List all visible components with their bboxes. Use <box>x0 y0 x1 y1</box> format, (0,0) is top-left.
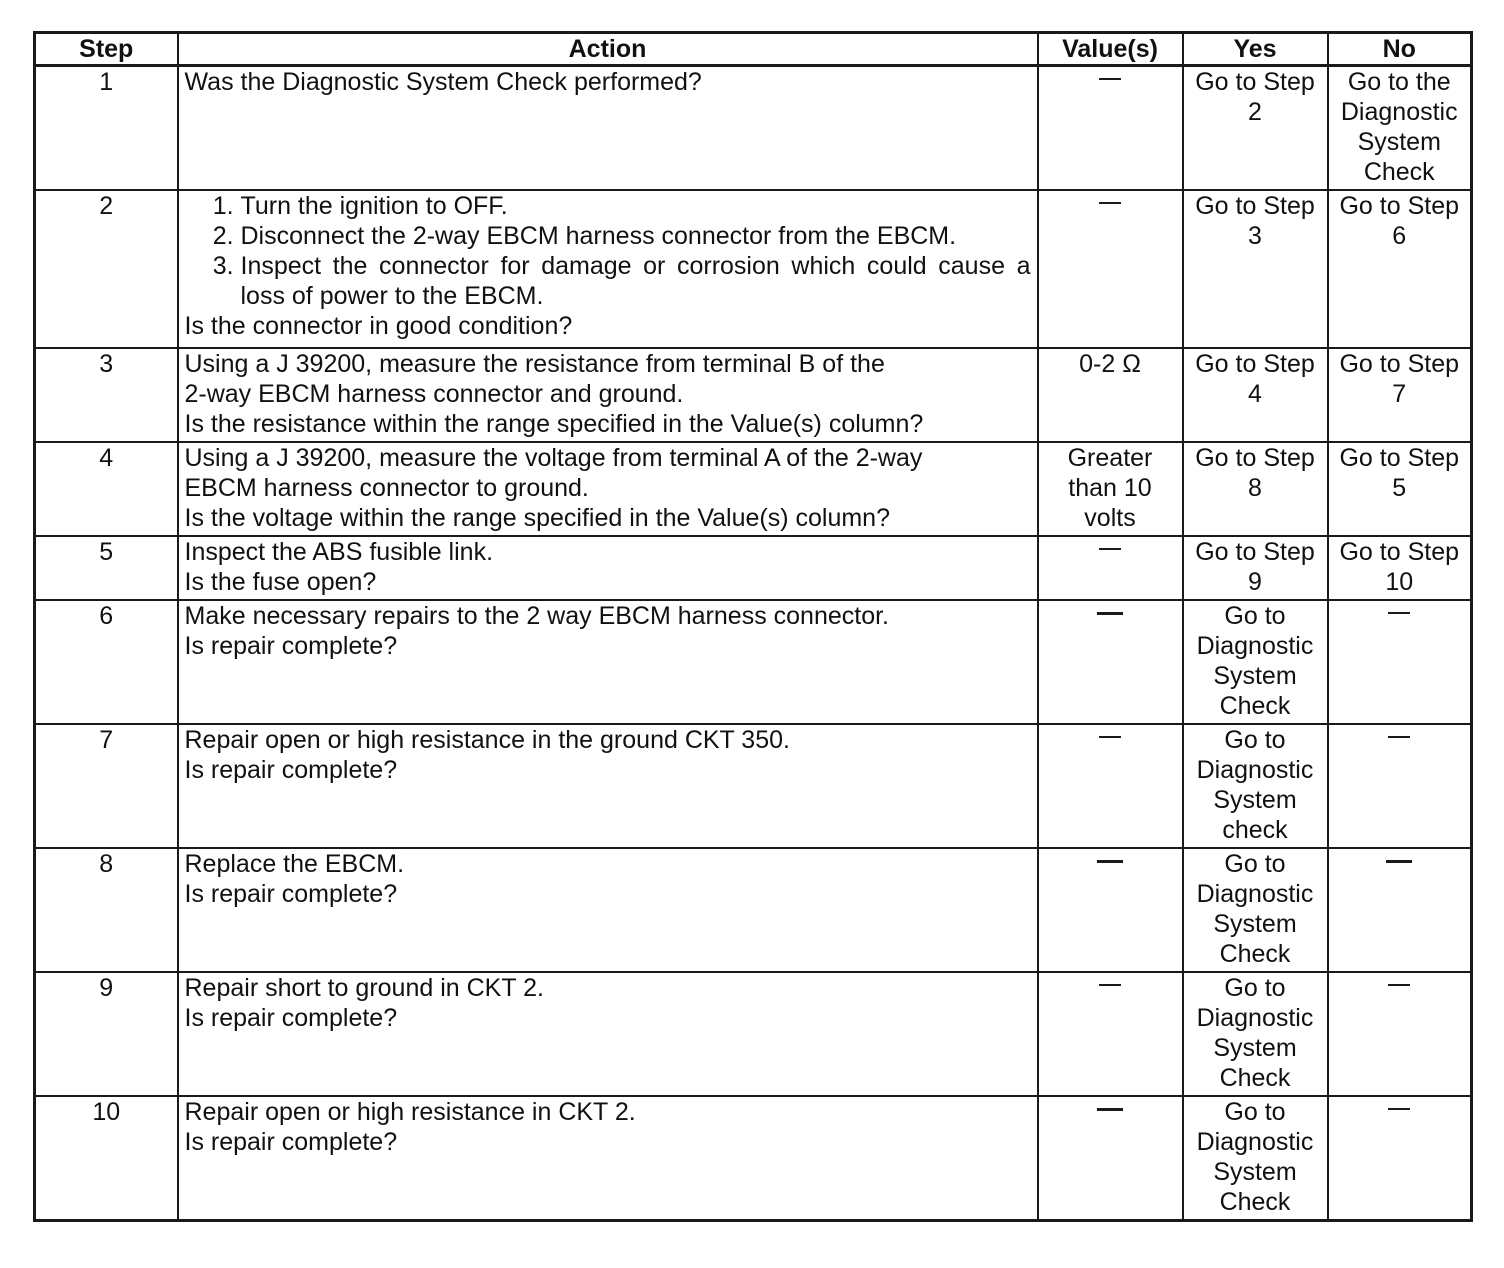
yes-cell: Go to Diagnostic System check <box>1183 724 1328 848</box>
yes-cell: Go to Diagnostic System Check <box>1183 972 1328 1096</box>
yes-cell: Go to Step 3 <box>1183 190 1328 348</box>
action-line: Make necessary repairs to the 2 way EBCM harness connector. <box>184 602 889 630</box>
no-cell <box>1328 600 1472 724</box>
action-line: Is the fuse open? <box>184 568 377 596</box>
yes-cell: Go to Step 8 <box>1183 442 1328 536</box>
no-dash <box>1386 860 1412 863</box>
action-cell <box>178 600 1038 724</box>
column-header-action: Action <box>178 33 1038 66</box>
value-cell: 0-2 Ω <box>1038 348 1183 442</box>
step-number: 8 <box>35 848 178 972</box>
value-dash <box>1099 736 1121 738</box>
action-cell <box>178 348 1038 442</box>
value-cell <box>1038 848 1183 972</box>
table-row <box>35 66 1472 191</box>
value-dash <box>1099 78 1121 80</box>
action-line: Repair open or high resistance in the ground CKT 350. <box>184 726 790 754</box>
diagnostic-table <box>33 31 1473 1222</box>
table-row <box>35 1096 1472 1221</box>
no-cell: Go to the Diagnostic System Check <box>1328 66 1472 191</box>
action-list-item: 2. Disconnect the 2-way EBCM harness connector from the EBCM. <box>241 221 1031 251</box>
yes-cell: Go to Diagnostic System Check <box>1183 1096 1328 1221</box>
value-dash <box>1099 984 1121 986</box>
action-line: Is the resistance within the range specified in the Value(s) column? <box>184 410 924 438</box>
no-dash <box>1388 984 1410 986</box>
no-cell <box>1328 848 1472 972</box>
action-line: Repair short to ground in CKT 2. <box>184 974 544 1002</box>
yes-cell: Go to Diagnostic System Check <box>1183 848 1328 972</box>
step-number: 5 <box>35 536 178 600</box>
value-dash <box>1097 612 1123 615</box>
table-row <box>35 848 1472 972</box>
action-step-list <box>185 191 1031 311</box>
value-dash <box>1099 548 1121 550</box>
action-cell <box>178 848 1038 972</box>
action-line: Using a J 39200, measure the resistance from terminal B of the <box>184 350 885 378</box>
value-cell <box>1038 536 1183 600</box>
action-line: Is repair complete? <box>184 756 398 784</box>
no-cell: Go to Step 7 <box>1328 348 1472 442</box>
step-number: 4 <box>35 442 178 536</box>
action-cell <box>178 536 1038 600</box>
no-dash <box>1388 1108 1410 1110</box>
no-dash <box>1388 612 1410 614</box>
action-cell <box>178 972 1038 1096</box>
action-question: Is the connector in good condition? <box>184 312 573 340</box>
step-number: 3 <box>35 348 178 442</box>
action-cell <box>178 66 1038 191</box>
action-line: Was the Diagnostic System Check performed? <box>184 68 702 96</box>
action-cell <box>178 190 1038 348</box>
table-row <box>35 190 1472 348</box>
action-line: Repair open or high resistance in CKT 2. <box>184 1098 636 1126</box>
no-cell <box>1328 972 1472 1096</box>
yes-cell: Go to Step 4 <box>1183 348 1328 442</box>
action-list-item: 3. Inspect the connector for damage or corrosion which could cause a loss of power to the EBCM. <box>241 251 1031 311</box>
no-cell <box>1328 724 1472 848</box>
value-cell <box>1038 600 1183 724</box>
column-header-yes: Yes <box>1183 33 1328 66</box>
diagnostic-table-sheet <box>33 31 1470 1227</box>
yes-cell: Go to Diagnostic System Check <box>1183 600 1328 724</box>
value-cell <box>1038 66 1183 191</box>
value-cell: Greater than 10 volts <box>1038 442 1183 536</box>
table-row <box>35 972 1472 1096</box>
action-list-item: 1. Turn the ignition to OFF. <box>241 191 1031 221</box>
action-line: Is repair complete? <box>184 1004 398 1032</box>
no-cell: Go to Step 6 <box>1328 190 1472 348</box>
table-row <box>35 600 1472 724</box>
action-line: 2-way EBCM harness connector and ground. <box>184 380 684 408</box>
column-header-no: No <box>1328 33 1472 66</box>
table-row <box>35 442 1472 536</box>
action-line: Is the voltage within the range specified in the Value(s) column? <box>184 504 890 532</box>
no-cell: Go to Step 5 <box>1328 442 1472 536</box>
action-line: Replace the EBCM. <box>184 850 405 878</box>
action-cell <box>178 1096 1038 1221</box>
action-line: Is repair complete? <box>184 632 398 660</box>
no-cell: Go to Step 10 <box>1328 536 1472 600</box>
step-number: 7 <box>35 724 178 848</box>
column-header-values: Value(s) <box>1038 33 1183 66</box>
action-line: Inspect the ABS fusible link. <box>184 538 494 566</box>
table-row <box>35 348 1472 442</box>
value-dash <box>1097 1108 1123 1111</box>
action-line: Is repair complete? <box>184 1128 398 1156</box>
step-number: 6 <box>35 600 178 724</box>
yes-cell: Go to Step 9 <box>1183 536 1328 600</box>
column-header-step: Step <box>35 33 178 66</box>
table-row <box>35 536 1472 600</box>
value-dash <box>1099 202 1121 204</box>
step-number: 2 <box>35 190 178 348</box>
value-cell <box>1038 972 1183 1096</box>
value-dash <box>1097 860 1123 863</box>
no-dash <box>1388 736 1410 738</box>
table-row <box>35 724 1472 848</box>
action-line: Using a J 39200, measure the voltage from terminal A of the 2-way <box>184 444 923 472</box>
value-cell <box>1038 724 1183 848</box>
step-number: 1 <box>35 66 178 191</box>
value-cell <box>1038 190 1183 348</box>
value-cell <box>1038 1096 1183 1221</box>
yes-cell: Go to Step 2 <box>1183 66 1328 191</box>
step-number: 10 <box>35 1096 178 1221</box>
action-line: Is repair complete? <box>184 880 398 908</box>
header-row <box>35 33 1472 66</box>
action-cell <box>178 442 1038 536</box>
step-number: 9 <box>35 972 178 1096</box>
action-line: EBCM harness connector to ground. <box>184 474 589 502</box>
no-cell <box>1328 1096 1472 1221</box>
action-cell <box>178 724 1038 848</box>
